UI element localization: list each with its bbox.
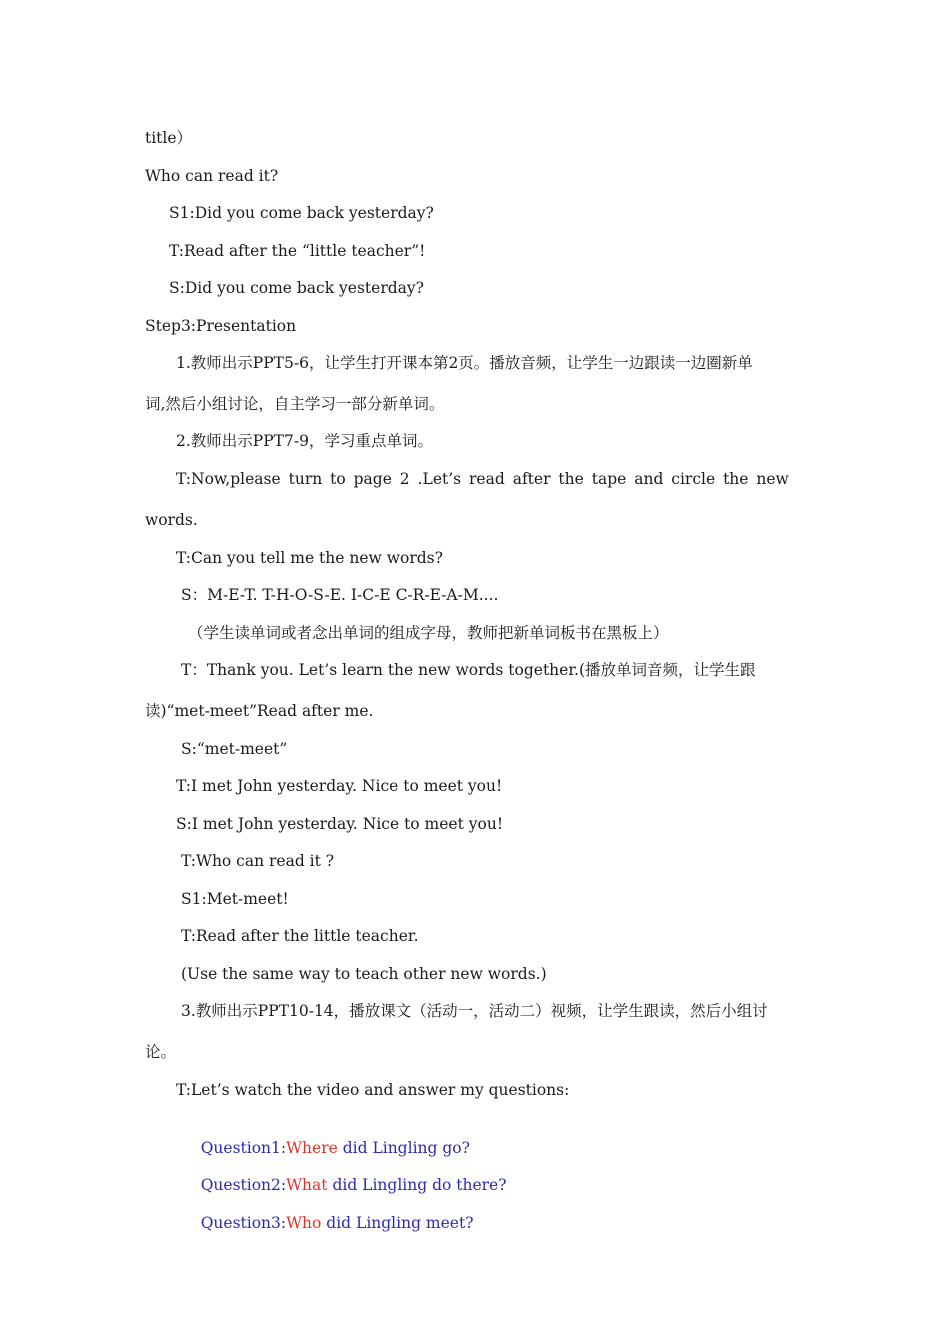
text-line: 2.教师出示PPT7-9，学习重点单词。	[176, 432, 433, 450]
text-line: (Use the same way to teach other new words.)	[181, 965, 547, 983]
question-text: did Lingling do there?	[327, 1176, 507, 1194]
text-line: S:Did you come back yesterday?	[169, 279, 424, 297]
question-label: Question1:	[200, 1139, 287, 1157]
text-line: 1.教师出示PPT5-6，让学生打开课本第2页。播放音频，让学生一边跟读一边圈新单	[176, 354, 753, 372]
question-wh-word: What	[286, 1176, 328, 1194]
text-line: S：M-E-T. T-H-O-S-E. I-C-E C-R-E-A-M....	[181, 586, 499, 604]
text-line: T:Read after the “little teacher”!	[169, 242, 426, 260]
text-line: T:Let’s watch the video and answer my questions:	[176, 1081, 570, 1099]
text-line: S:“met-meet”	[181, 740, 288, 758]
text-line: T:Can you tell me the new words?	[176, 549, 443, 567]
text-line: S:I met John yesterday. Nice to meet you!	[176, 815, 504, 833]
text-line: S1:Did you come back yesterday?	[169, 204, 434, 222]
text-line: 词,然后小组讨论，自主学习一部分新单词。	[145, 395, 445, 413]
text-line: T：Thank you. Let’s learn the new words together.(播放单词音频，让学生跟	[181, 661, 756, 679]
question-text: did Lingling meet?	[321, 1214, 474, 1232]
question-label: Question2:	[200, 1176, 287, 1194]
text-line: T:Now,please turn to page 2 .Let’s read after the tape and circle the new	[176, 470, 789, 488]
text-line: （学生读单词或者念出单词的组成字母，教师把新单词板书在黑板上）	[188, 624, 669, 642]
text-line: 读)“met-meet”Read after me.	[145, 702, 374, 720]
question-label: Question3:	[200, 1214, 287, 1232]
text-line: words.	[145, 511, 198, 529]
text-line: T:Read after the little teacher.	[181, 927, 419, 945]
text-line: T:Who can read it ?	[181, 852, 335, 870]
question-line	[181, 1193, 474, 1253]
text-line: T:I met John yesterday. Nice to meet you!	[176, 777, 503, 795]
question-text: did Lingling go?	[337, 1139, 470, 1157]
question-wh-word: Who	[286, 1214, 322, 1232]
text-line: S1:Met-meet!	[181, 890, 289, 908]
section-heading: Step3:Presentation	[145, 317, 297, 335]
text-line: Who can read it?	[145, 167, 279, 185]
question-wh-word: Where	[286, 1139, 338, 1157]
text-line: 论。	[145, 1043, 177, 1061]
text-line: 3.教师出示PPT10-14，播放课文（活动一，活动二）视频，让学生跟读，然后小组讨	[181, 1002, 768, 1020]
text-line: title）	[145, 129, 193, 147]
